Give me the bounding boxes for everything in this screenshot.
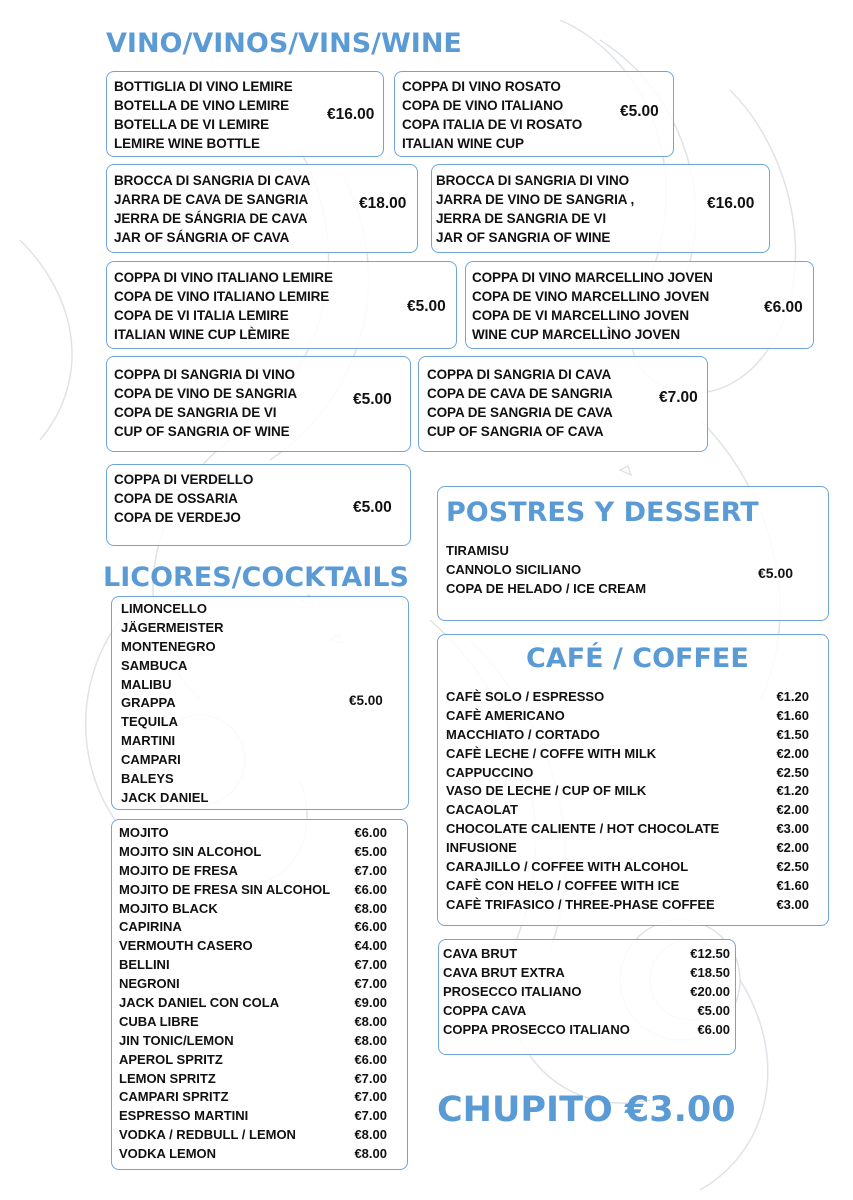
liqueur-item: SAMBUCA xyxy=(121,657,188,673)
liqueur-item: LIMONCELLO xyxy=(121,601,207,616)
cocktail-row xyxy=(119,1126,387,1145)
liqueur-item: CAMPARI xyxy=(121,752,181,768)
item-line: BOTELLA DE VI LEMIRE xyxy=(114,117,270,132)
cocktail-row xyxy=(119,1032,387,1051)
cocktail-price: €8.00 xyxy=(354,1013,387,1029)
item-price: €5.00 xyxy=(620,103,659,120)
liqueur-item: MALIBU xyxy=(121,676,172,692)
item-line: JARRA DE VINO DE SANGRIA , xyxy=(436,192,635,207)
liqueur-item: BALEYS xyxy=(121,771,174,787)
cocktail-row xyxy=(119,1051,387,1070)
cocktail-price: €7.00 xyxy=(354,862,387,878)
coffee-row xyxy=(446,782,809,801)
coffee-row xyxy=(446,877,809,896)
coffee-row xyxy=(446,688,809,707)
cocktail-name: NEGRONI xyxy=(119,976,180,992)
coffee-price: €2.00 xyxy=(776,802,809,818)
coffee-price: €1.20 xyxy=(776,783,809,799)
cocktail-row xyxy=(119,862,387,881)
coffee-section-title: CAFÉ / COFFEE xyxy=(526,643,749,674)
coffee-row xyxy=(446,764,809,783)
item-price: €16.00 xyxy=(327,106,375,123)
cocktail-price: €8.00 xyxy=(354,1032,387,1048)
sparkling-price: €5.00 xyxy=(697,1002,730,1018)
coffee-price: €1.60 xyxy=(776,877,809,893)
sparkling-name: CAVA BRUT EXTRA xyxy=(443,964,565,980)
item-line: COPA DE SANGRIA DE VI xyxy=(114,405,277,420)
coffee-name: MACCHIATO / CORTADO xyxy=(446,726,600,742)
coffee-name: CAFÈ AMERICANO xyxy=(446,707,565,723)
dessert-item: COPA DE HELADO / ICE CREAM xyxy=(446,580,647,596)
coffee-name: CAFÈ SOLO / ESPRESSO xyxy=(446,689,605,704)
item-line: ITALIAN WINE CUP xyxy=(402,136,524,151)
cocktail-row xyxy=(119,1013,387,1032)
cocktail-price: €5.00 xyxy=(354,843,387,859)
item-line: COPA DE OSSARIA xyxy=(114,491,238,506)
cocktail-row xyxy=(119,994,387,1013)
coffee-price: €2.50 xyxy=(776,859,809,875)
cocktail-name: APEROL SPRITZ xyxy=(119,1051,223,1067)
cocktail-name: LEMON SPRITZ xyxy=(119,1070,216,1086)
item-line: COPPA DI VERDELLO xyxy=(114,472,254,487)
sparkling-price: €18.50 xyxy=(690,964,730,980)
item-line: COPA DE SANGRIA DE CAVA xyxy=(427,405,613,420)
liquor-section-title: LICORES/COCKTAILS xyxy=(103,562,409,593)
liqueur-item: TEQUILA xyxy=(121,714,179,730)
coffee-name: CHOCOLATE CALIENTE / HOT CHOCOLATE xyxy=(446,821,720,837)
cocktail-price: €6.00 xyxy=(354,919,387,935)
liqueur-item: JACK DANIEL xyxy=(121,789,209,805)
item-price: €5.00 xyxy=(353,499,392,516)
cocktail-name: MOJITO DE FRESA SIN ALCOHOL xyxy=(119,881,331,897)
item-line: WINE CUP MARCELLÌNO JOVEN xyxy=(472,327,681,342)
item-line: COPA ITALIA DE VI ROSATO xyxy=(402,117,583,132)
sparkling-row xyxy=(443,945,730,964)
dessert-box xyxy=(437,486,829,621)
cocktail-name: VODKA / REDBULL / LEMON xyxy=(119,1127,296,1143)
item-line: COPA DE VINO ITALIANO LEMIRE xyxy=(114,289,330,304)
cocktail-price: €7.00 xyxy=(354,1089,387,1105)
dessert-item: TIRAMISU xyxy=(446,543,509,558)
coffee-name: CAPPUCCINO xyxy=(446,764,534,780)
cocktail-row xyxy=(119,824,387,843)
cocktail-row xyxy=(119,1088,387,1107)
cocktail-price: €7.00 xyxy=(354,976,387,992)
item-line: CUP OF SANGRIA OF CAVA xyxy=(427,424,604,439)
wine-item-1 xyxy=(394,71,674,157)
cocktail-price: €6.00 xyxy=(354,1051,387,1067)
item-price: €5.00 xyxy=(353,391,392,408)
wine-item-2 xyxy=(106,164,418,253)
coffee-box xyxy=(437,634,829,926)
coffee-row xyxy=(446,896,809,915)
item-line: JARRA DE CAVA DE SANGRIA xyxy=(114,192,309,207)
item-line: COPA DE VINO DE SANGRIA xyxy=(114,386,297,401)
item-price: €5.00 xyxy=(407,298,446,315)
coffee-price: €3.00 xyxy=(776,896,809,912)
dessert-price: €5.00 xyxy=(758,565,794,581)
item-line: BROCCA DI SANGRIA DI CAVA xyxy=(114,173,311,188)
item-line: COPA DE VI MARCELLINO JOVEN xyxy=(472,308,690,323)
item-line: COPA DE VI ITALIA LEMIRE xyxy=(114,308,289,323)
coffee-row xyxy=(446,820,809,839)
cocktail-row xyxy=(119,937,387,956)
cocktail-name: VODKA LEMON xyxy=(119,1146,217,1162)
item-line: JERRA DE SÁNGRIA DE CAVA xyxy=(114,211,308,226)
cocktail-price: €8.00 xyxy=(354,900,387,916)
coffee-name: CAFÈ LECHE / COFFE WITH MILK xyxy=(446,745,657,761)
liqueur-item: MARTINI xyxy=(121,733,176,749)
cocktail-price: €7.00 xyxy=(354,1108,387,1124)
item-line: JERRA DE SANGRIA DE VI xyxy=(436,211,607,226)
item-price: €6.00 xyxy=(764,299,803,316)
coffee-price: €1.60 xyxy=(776,707,809,723)
cocktail-row xyxy=(119,843,387,862)
item-line: COPPA DI VINO ROSATO xyxy=(402,79,561,94)
cocktail-row xyxy=(119,918,387,937)
coffee-row xyxy=(446,745,809,764)
cocktail-name: CAMPARI SPRITZ xyxy=(119,1089,229,1105)
chupito-price-title: CHUPITO €3.00 xyxy=(437,1090,736,1130)
coffee-name: CAFÈ CON HELO / COFFEE WITH ICE xyxy=(446,877,680,893)
sparkling-box xyxy=(438,939,736,1055)
sparkling-price: €6.00 xyxy=(697,1021,730,1037)
wine-section-title: VINO/VINOS/VINS/WINE xyxy=(106,28,462,59)
cocktail-name: MOJITO SIN ALCOHOL xyxy=(119,843,262,859)
coffee-row xyxy=(446,801,809,820)
sparkling-row xyxy=(443,983,730,1002)
liqueur-item: JÄGERMEISTER xyxy=(121,619,224,635)
cocktail-name: BELLINI xyxy=(119,957,170,973)
cocktail-name: CAPIRINA xyxy=(119,919,182,935)
liqueur-item: GRAPPA xyxy=(121,695,176,711)
coffee-price: €2.00 xyxy=(776,840,809,856)
item-line: JAR OF SANGRIA OF WINE xyxy=(436,230,611,245)
item-line: COPA DE CAVA DE SANGRIA xyxy=(427,386,613,401)
coffee-name: CAFÈ TRIFASICO / THREE-PHASE COFFEE xyxy=(446,896,715,912)
cocktail-row xyxy=(119,956,387,975)
sparkling-price: €12.50 xyxy=(690,946,730,961)
liqueur-price: €5.00 xyxy=(349,693,383,708)
wine-item-4 xyxy=(106,261,457,349)
coffee-row xyxy=(446,726,809,745)
cocktail-name: VERMOUTH CASERO xyxy=(119,938,253,954)
cocktail-name: MOJITO xyxy=(119,825,169,840)
item-line: COPPA DI VINO MARCELLINO JOVEN xyxy=(472,270,713,285)
wine-item-0 xyxy=(106,71,384,157)
sparkling-price: €20.00 xyxy=(690,983,730,999)
coffee-price: €1.20 xyxy=(776,689,809,704)
item-line: CUP OF SANGRIA OF WINE xyxy=(114,424,290,439)
item-line: BOTELLA DE VINO LEMIRE xyxy=(114,98,290,113)
cocktail-price: €6.00 xyxy=(354,881,387,897)
cocktail-name: MOJITO DE FRESA xyxy=(119,862,238,878)
item-line: COPPA DI SANGRIA DI VINO xyxy=(114,367,295,382)
cocktail-row xyxy=(119,1107,387,1126)
cocktail-row xyxy=(119,1145,387,1164)
item-line: COPA DE VINO ITALIANO xyxy=(402,98,564,113)
item-line: COPA DE VINO MARCELLINO JOVEN xyxy=(472,289,710,304)
wine-item-8 xyxy=(106,464,411,546)
cocktail-price: €7.00 xyxy=(354,957,387,973)
item-price: €18.00 xyxy=(359,195,407,212)
cocktail-row xyxy=(119,975,387,994)
coffee-price: €1.50 xyxy=(776,726,809,742)
coffee-price: €3.00 xyxy=(776,821,809,837)
cocktail-price: €8.00 xyxy=(354,1146,387,1162)
coffee-name: INFUSIONE xyxy=(446,840,517,856)
coffee-name: CACAOLAT xyxy=(446,802,518,818)
sparkling-row xyxy=(443,964,730,983)
cocktail-price: €9.00 xyxy=(354,995,387,1011)
sparkling-row xyxy=(443,1021,730,1040)
sparkling-name: COPPA CAVA xyxy=(443,1002,527,1018)
wine-item-6 xyxy=(106,356,411,452)
item-line: BROCCA DI SANGRIA DI VINO xyxy=(436,173,630,188)
wine-item-5 xyxy=(465,261,814,349)
item-line: COPPA DI SANGRIA DI CAVA xyxy=(427,367,612,382)
sparkling-row xyxy=(443,1002,730,1021)
cocktail-name: CUBA LIBRE xyxy=(119,1013,199,1029)
cocktail-name: JIN TONIC/LEMON xyxy=(119,1032,234,1048)
cocktail-box xyxy=(111,819,408,1170)
item-price: €7.00 xyxy=(659,389,698,406)
wine-item-3 xyxy=(431,164,770,253)
wine-item-7 xyxy=(418,356,708,452)
cocktail-row xyxy=(119,900,387,919)
item-line: BOTTIGLIA DI VINO LEMIRE xyxy=(114,79,293,94)
sparkling-name: PROSECCO ITALIANO xyxy=(443,983,582,999)
coffee-name: VASO DE LECHE / CUP OF MILK xyxy=(446,783,647,799)
item-line: ITALIAN WINE CUP LÈMIRE xyxy=(114,327,290,342)
cocktail-name: ESPRESSO MARTINI xyxy=(119,1108,249,1124)
item-line: COPPA DI VINO ITALIANO LEMIRE xyxy=(114,270,333,285)
item-price: €16.00 xyxy=(707,195,755,212)
cocktail-price: €7.00 xyxy=(354,1070,387,1086)
sparkling-name: COPPA PROSECCO ITALIANO xyxy=(443,1021,630,1037)
coffee-price: €2.50 xyxy=(776,764,809,780)
coffee-row xyxy=(446,707,809,726)
item-line: COPA DE VERDEJO xyxy=(114,510,241,525)
sparkling-name: CAVA BRUT xyxy=(443,946,518,961)
item-line: LEMIRE WINE BOTTLE xyxy=(114,136,260,151)
dessert-section-title: POSTRES Y DESSERT xyxy=(446,497,759,528)
cocktail-name: JACK DANIEL CON COLA xyxy=(119,995,280,1011)
coffee-row xyxy=(446,858,809,877)
coffee-price: €2.00 xyxy=(776,745,809,761)
dessert-item: CANNOLO SICILIANO xyxy=(446,561,582,577)
cocktail-row xyxy=(119,1070,387,1089)
cocktail-price: €4.00 xyxy=(354,938,387,954)
cocktail-row xyxy=(119,881,387,900)
cocktail-price: €8.00 xyxy=(354,1127,387,1143)
cocktail-price: €6.00 xyxy=(354,825,387,840)
coffee-row xyxy=(446,839,809,858)
coffee-name: CARAJILLO / COFFEE WITH ALCOHOL xyxy=(446,859,689,875)
liqueur-box xyxy=(111,596,409,810)
cocktail-name: MOJITO BLACK xyxy=(119,900,218,916)
liqueur-item: MONTENEGRO xyxy=(121,638,216,654)
item-line: JAR OF SÁNGRIA OF CAVA xyxy=(114,230,290,245)
